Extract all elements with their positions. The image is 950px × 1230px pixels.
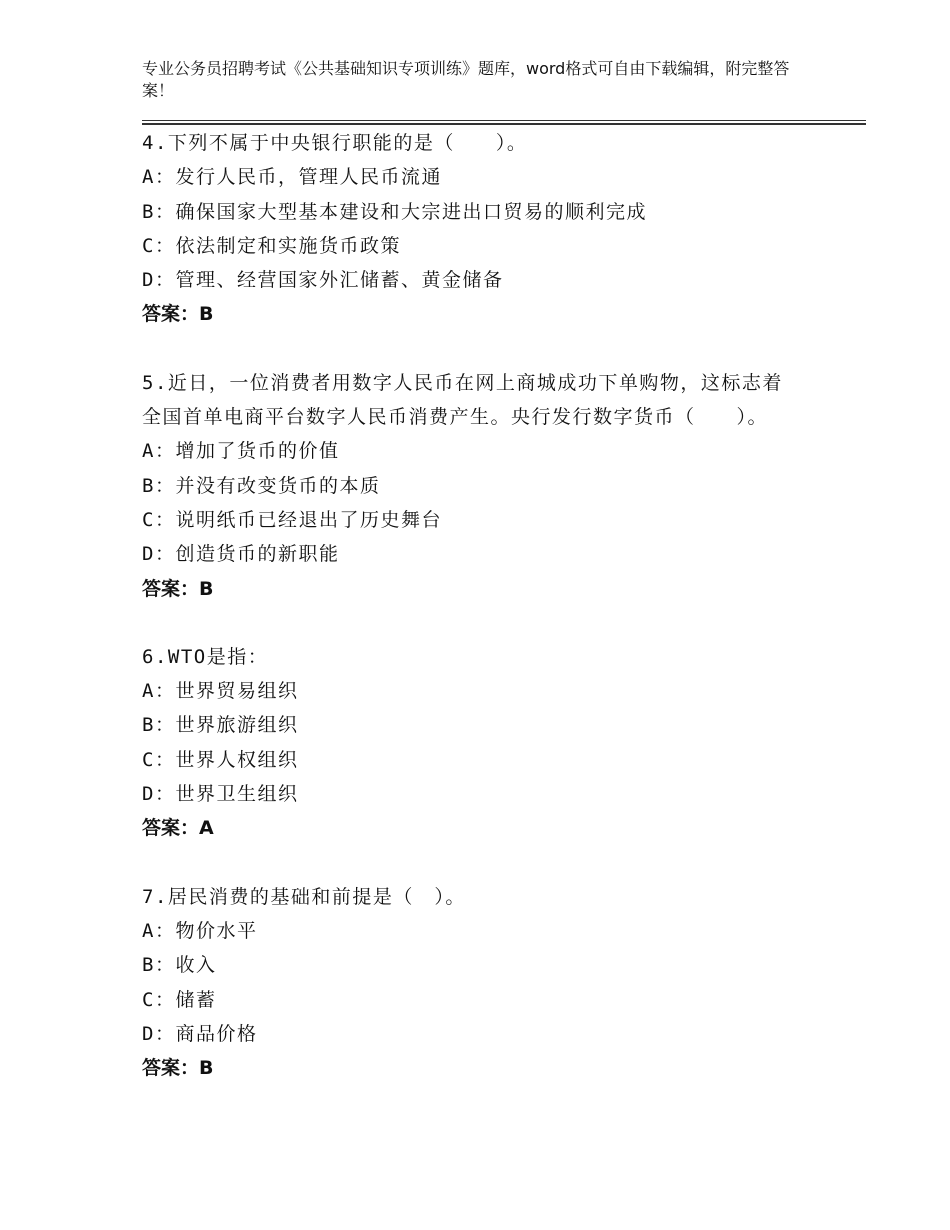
option-a: A：发行人民币，管理人民币流通 — [142, 166, 442, 189]
question-stem: 5.近日，一位消费者用数字人民币在网上商城成功下单购物，这标志着全国首单电商平台数字人民币消费产生。央行发行数字货币（ ）。 — [142, 371, 783, 429]
answer-label: 答案：B — [142, 303, 214, 326]
header-divider — [142, 120, 866, 125]
option-a: A：增加了货币的价值 — [142, 440, 340, 463]
question-5 — [142, 366, 822, 606]
question-7 — [142, 880, 822, 1086]
question-stem: 7.居民消费的基础和前提是（ ）。 — [142, 885, 466, 908]
answer-label: 答案：B — [142, 577, 214, 600]
question-4 — [142, 126, 822, 332]
question-stem: 4.下列不属于中央银行职能的是（ ）。 — [142, 132, 528, 154]
option-d: D：创造货币的新职能 — [142, 543, 340, 566]
question-spacer — [142, 332, 822, 366]
question-stem: 6.WTO是指： — [142, 645, 269, 668]
option-d: D：世界卫生组织 — [142, 783, 299, 806]
option-d: D：商品价格 — [142, 1022, 258, 1045]
answer-label: 答案：B — [142, 1057, 214, 1080]
option-c: C：依法制定和实施货币政策 — [142, 234, 401, 257]
option-c: C：储蓄 — [142, 988, 217, 1011]
question-6 — [142, 640, 822, 846]
page-header: 专业公务员招聘考试《公共基础知识专项训练》题库，word格式可自由下载编辑，附完整答案！ — [142, 59, 790, 100]
option-c: C：世界人权组织 — [142, 748, 299, 771]
question-list — [142, 126, 822, 1085]
option-b: B：确保国家大型基本建设和大宗进出口贸易的顺利完成 — [142, 200, 647, 223]
option-a: A：物价水平 — [142, 919, 258, 942]
question-spacer — [142, 846, 822, 880]
option-b: B：世界旅游组织 — [142, 714, 299, 737]
option-b: B：并没有改变货币的本质 — [142, 474, 381, 497]
option-b: B：收入 — [142, 954, 217, 977]
option-a: A：世界贸易组织 — [142, 680, 299, 703]
option-d: D：管理、经营国家外汇储蓄、黄金储备 — [142, 269, 504, 292]
answer-label: 答案：A — [142, 817, 214, 840]
option-c: C：说明纸币已经退出了历史舞台 — [142, 508, 442, 531]
question-spacer — [142, 606, 822, 640]
